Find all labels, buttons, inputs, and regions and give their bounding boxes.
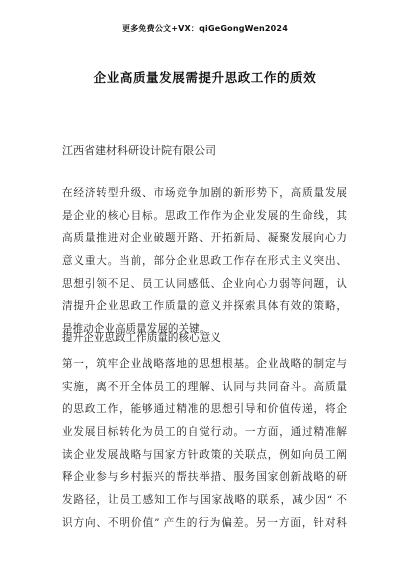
paragraph-line: 实施，离不开全体员工的理解、认同与共同奋斗。高质量 (62, 380, 347, 393)
paragraph-line: 释企业参与乡村振兴的帮扶举措、服务国家创新战略的研 (62, 471, 347, 484)
paragraph-line: 业发展目标转化为员工的自觉行动。一方面，通过精准解 (62, 426, 347, 439)
paragraph-line: 在经济转型升级、市场竞争加剧的新形势下，高质量发展 (62, 187, 347, 199)
paragraph-line: 高质量推进对企业破题开路、开拓新局、凝聚发展向心力 (62, 232, 347, 245)
paragraph-line: 意义重大。当前，部分企业思政工作存在形式主义突出、 (62, 255, 347, 268)
paragraph-line: 思想引领不足、员工认同感低、企业向心力弱等问题，认 (62, 277, 347, 290)
paragraph-intro (62, 182, 347, 341)
author-organization: 江西省建材科研设计院有限公司 (62, 144, 216, 157)
paragraph-line: 的思政工作，能够通过精准的思想引导和价值传递，将企 (62, 403, 347, 416)
document-title: 企业高质量发展需提升思政工作的质效 (93, 70, 317, 85)
section-heading: 提升企业思政工作质量的核心意义 (62, 332, 221, 344)
paragraph-line: 读企业发展战略与国家方针政策的关联点，例如向员工阐 (62, 448, 347, 461)
paragraph-line: 清提升企业思政工作质量的意义并探索具体有效的策略， (62, 300, 347, 313)
paragraph-line: 第一，筑牢企业战略落地的思想根基。企业战略的制定与 (62, 358, 347, 370)
paragraph-line: 发路径，让员工感知工作与国家战略的联系，减少因“ 不 (62, 494, 347, 507)
paragraph-line: 是企业的核心目标。思政工作作为企业发展的生命线，其 (62, 209, 347, 222)
header-note: 更多免费公文+VX：qiGeGongWen2024 (122, 24, 288, 33)
paragraph-line: 是推动企业高质量发展的关键。 (62, 323, 211, 336)
paragraph-line: 识方向、不明价值” 产生的行为偏差。另一方面，针对科 (62, 516, 347, 529)
paragraph-first-point (62, 353, 347, 535)
